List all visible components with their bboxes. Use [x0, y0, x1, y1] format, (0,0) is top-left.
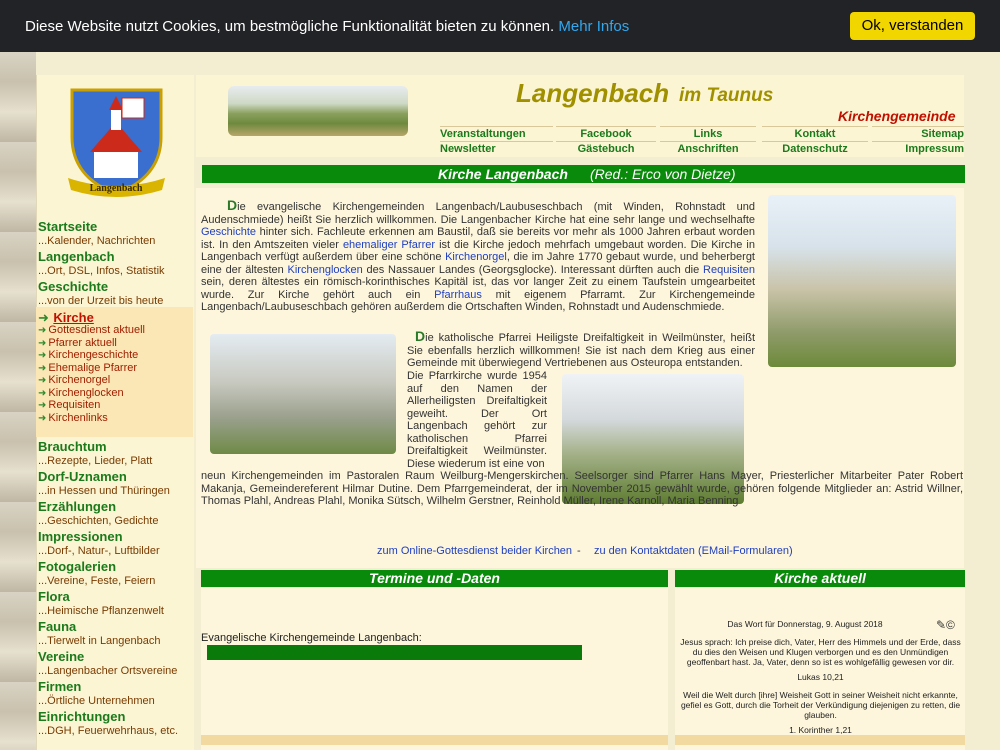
- arrow-right-icon: ➜: [38, 400, 47, 411]
- word-ref-1: Lukas 10,21: [797, 672, 844, 682]
- sidebar-heading: Erzählungen: [38, 499, 117, 514]
- intro-paragraph: [201, 199, 755, 314]
- sidebar-subitem[interactable]: [38, 349, 138, 362]
- link-online-gottesdienst[interactable]: zum Online-Gottesdienst beider Kirchen: [377, 545, 573, 557]
- topnav-links[interactable]: Links: [660, 126, 756, 141]
- sidebar-heading: Einrichtungen: [38, 709, 126, 724]
- church-langenbach-image: [768, 195, 956, 367]
- sidebar-heading: Brauchtum: [38, 439, 107, 454]
- drop-cap: D: [415, 328, 426, 344]
- sidebar-item-brauchtum[interactable]: [38, 439, 193, 468]
- link-separator: -: [577, 545, 581, 557]
- termine-panel: [201, 588, 668, 750]
- sidebar-heading: Vereine: [38, 649, 85, 664]
- sidebar-subitem[interactable]: [38, 399, 100, 412]
- arrow-right-icon: ➜: [38, 363, 47, 374]
- word-text-1: Jesus sprach: Ich preise dich, Vater, Herr des Himmels und der Erde, dass du dies den Weisen und Klugen verborgen und es den Unmündigen geoffenbart hast. Ja, Vater, denn so ist es wohlgefällig gewesen vor dir.: [680, 637, 961, 667]
- link-kirchenorgel[interactable]: Kirchenorgel: [445, 251, 507, 263]
- sidebar-subtext: ...Dorf-, Natur-, Luftbilder: [38, 545, 160, 557]
- sidebar-subitem-label: Gottesdienst aktuell: [48, 324, 146, 336]
- sidebar-heading: Langenbach: [38, 249, 115, 264]
- sidebar-item-firmen[interactable]: [38, 679, 193, 708]
- sidebar-heading: Dorf-Uznamen: [38, 469, 127, 484]
- text: hinter sich. Fachleute erkennen am Baustil, daß sie bereits vor mehr als 1000 Jahren erbaut worden ist. In den Amtszeiten vieler: [201, 226, 755, 251]
- text: ie evangelische Kirchengemeinden Langenbach/Laubuseschbach (mit Winden, Rohnstadt und Audenschmiede) heißt Sie herzlich willkommen. Die Langenbacher Kirche hat eine sehr lange und wechselhafte: [201, 201, 755, 226]
- topnav-newsletter[interactable]: Newsletter: [440, 141, 553, 156]
- link-kirchenglocken[interactable]: Kirchenglocken: [287, 263, 363, 276]
- sidebar-subitem-label: Kirchengeschichte: [48, 349, 139, 361]
- cookie-banner: [0, 0, 1000, 52]
- sidebar-heading: Flora: [38, 589, 70, 604]
- link-geschichte[interactable]: Geschichte: [201, 226, 257, 238]
- termine-label: Evangelische Kirchengemeinde Langenbach:: [201, 632, 422, 644]
- text: mit eigenem Pfarramt. Zur Kirchengemeinde Langenbach/Laubuseschbach gehören außerdem die Ortschaften Winden, Rohnstadt und Audenschmiede.: [201, 288, 755, 313]
- arrow-right-icon: ➜: [38, 310, 49, 325]
- text: ie katholische Pfarrei Heiligste Dreifaltigkeit in Weilmünster, heißt Sie ebenfalls herzlich willkommen! Sie ist nach dem Krieg aus einer Gemeinde mit überwiegend Vertriebenen aus Osteuropa entstanden.: [407, 332, 755, 369]
- cookie-text: Diese Website nutzt Cookies, um bestmögliche Funktionalität bieten zu können.: [25, 18, 555, 35]
- village-panorama-image: [228, 86, 408, 136]
- topnav-gaestebuch[interactable]: Gästebuch: [556, 141, 656, 156]
- sidebar-subitem-label: Kirchenglocken: [48, 387, 124, 399]
- sidebar-subtext: ...Ort, DSL, Infos, Statistik: [38, 265, 165, 277]
- link-ehemalige-pfarrer[interactable]: ehemaliger Pfarrer: [342, 238, 436, 251]
- word-text-2: Weil die Welt durch [ihre] Weisheit Gott in seiner Weisheit nicht erkannte, gefiel es Gott, durch die Torheit der Verkündigung diejenigen zu retten, die glauben.: [680, 690, 961, 720]
- sidebar-subtext: ...Langenbacher Ortsvereine: [38, 665, 178, 677]
- sidebar-subitem[interactable]: [38, 374, 110, 387]
- sidebar-subitem[interactable]: [38, 324, 145, 337]
- sidebar-subitem-label: Ehemalige Pfarrer: [48, 362, 138, 374]
- catholic-paragraph-mid: [407, 370, 547, 470]
- sidebar-subtext: ...Tierwelt in Langenbach: [38, 635, 161, 647]
- sidebar-heading: Firmen: [38, 679, 82, 694]
- termine-panel-header: Termine und -Daten: [201, 570, 668, 587]
- text: des Nassauer Landes (Georgsglocke). Interessant dürften auch die: [362, 263, 704, 276]
- sidebar-item-einrichtungen[interactable]: [38, 709, 193, 738]
- panel-footer-bar: [675, 735, 965, 745]
- arrow-right-icon: ➜: [38, 350, 47, 361]
- topnav-veranstaltungen[interactable]: Veranstaltungen: [440, 126, 553, 141]
- cookie-more-link[interactable]: Mehr Infos: [558, 18, 630, 35]
- word-ref-2: 1. Korinther 1,21: [789, 725, 852, 735]
- sidebar-subtext: ...Geschichten, Gedichte: [38, 515, 159, 527]
- sidebar-item-impressionen[interactable]: [38, 529, 193, 558]
- topnav-facebook[interactable]: Facebook: [556, 126, 656, 141]
- sidebar-heading: Startseite: [38, 219, 98, 234]
- arrow-right-icon: ➜: [38, 375, 47, 386]
- arrow-right-icon: ➜: [38, 388, 47, 399]
- text: , die im Jahre 1770 gebaut wurde, und beherbergt eine der ältesten: [201, 251, 755, 276]
- topnav-datenschutz[interactable]: Datenschutz: [762, 141, 868, 156]
- sidebar-item-erzaehlungen[interactable]: [38, 499, 193, 528]
- sidebar-subtext: ...DGH, Feuerwehrhaus, etc.: [38, 725, 178, 737]
- panel-footer-bar: [201, 735, 668, 745]
- sidebar-item-langenbach[interactable]: [38, 249, 193, 278]
- text: neun Kirchengemeinden im Pastoralen Raum Weilburg-Mengerskirchen. Seelsorger sind Pfarrer Hans Mayer, Priesterlicher Mitarbeiter Pater Robert Makanja, Gemeindereferent Hilmar Dutine. Dem Pfarrgemeinderat, der im November 2015 gewählt wurde, gehören folgende Mitglieder an: Astrid Willner, Thomas Plahl, Andreas Plahl, Monika Sütsch, Wilhelm Gerstner, Reinhold Müller, Irene Karnoll, Maria Benning: [201, 470, 963, 507]
- section-banner: [202, 165, 965, 183]
- sidebar-item-startseite[interactable]: [38, 219, 193, 248]
- coat-of-arms-logo[interactable]: [60, 82, 173, 200]
- sidebar-subtext: ...Heimische Pflanzenwelt: [38, 605, 164, 617]
- sidebar-subtext: ...Örtliche Unternehmen: [38, 695, 155, 707]
- sidebar-heading-active: Kirche: [53, 310, 94, 325]
- sidebar-subtext: ...Rezepte, Lieder, Platt: [38, 455, 153, 467]
- sidebar-item-fauna[interactable]: [38, 619, 193, 648]
- termine-embed-bar: [207, 645, 582, 660]
- text: ist die Kirche jedoch mehrfach umgebaut worden. Die Kirche in Langenbach verfügt außerdem über eine schöne: [201, 238, 755, 263]
- banner-title: Kirche Langenbach: [438, 166, 568, 182]
- herrnhut-logo-icon[interactable]: ✎©: [936, 618, 955, 632]
- sidebar-item-dorf-uznamen[interactable]: [38, 469, 193, 498]
- sidebar-subtext: ...von der Urzeit bis heute: [38, 295, 164, 307]
- site-title: Langenbach: [516, 78, 670, 108]
- catholic-paragraph-bottom: [201, 470, 963, 532]
- catholic-church-image: [210, 334, 396, 454]
- arrow-right-icon: ➜: [38, 413, 47, 424]
- sidebar-subtext: ...Kalender, Nachrichten: [38, 235, 156, 247]
- sidebar-heading: Fotogalerien: [38, 559, 117, 574]
- cookie-message: [25, 18, 629, 35]
- sidebar-heading: Fauna: [38, 619, 77, 634]
- sidebar-subitem-label: Kirchenorgel: [48, 374, 111, 386]
- topnav-sitemap[interactable]: Sitemap: [872, 126, 964, 141]
- text: sein, deren ältestes ein römisch-korinthisches Kapitäl ist, das vor langer Zeit zu einem Taufstein umgearbeitet wurde. Zur Kirche gehört auch ein: [201, 276, 755, 301]
- word-title: Das Wort für Donnerstag, 9. August 2018: [727, 619, 883, 629]
- sidebar-subitem[interactable]: [38, 412, 108, 425]
- logo-banner-text: Langenbach: [89, 183, 143, 194]
- sidebar-subitem-label: Requisiten: [48, 399, 101, 411]
- text: Die Pfarrkirche wurde 1954 auf den Namen der Allerheiligsten Dreifaltigkeit geweiht. Der Ort Langenbach gehört zur katholischen Pfarrei Dreifaltigkeit Weilmünster. Diese wiederum ist eine von: [407, 370, 547, 470]
- topnav-kontakt[interactable]: Kontakt: [762, 126, 868, 141]
- sidebar-item-flora[interactable]: [38, 589, 193, 618]
- kirche-aktuell-panel-header: Kirche aktuell: [675, 570, 965, 587]
- sidebar-subitem-label: Pfarrer aktuell: [48, 337, 117, 349]
- sidebar-item-geschichte[interactable]: [38, 279, 193, 308]
- sidebar-subtext: ...Vereine, Feste, Feiern: [38, 575, 156, 587]
- sidebar-subtext: ...in Hessen und Thüringen: [38, 485, 170, 497]
- link-requisiten[interactable]: Requisiten: [703, 263, 756, 276]
- arrow-right-icon: ➜: [38, 338, 47, 349]
- topnav-impressum[interactable]: Impressum: [872, 141, 964, 156]
- link-kontaktdaten[interactable]: zu den Kontaktdaten (EMail-Formularen): [594, 545, 793, 557]
- cookie-accept-button[interactable]: Ok, verstanden: [850, 12, 975, 40]
- sidebar-heading: Geschichte: [38, 279, 109, 294]
- topnav-anschriften[interactable]: Anschriften: [660, 141, 756, 156]
- catholic-paragraph-top: [407, 330, 755, 370]
- sidebar-heading: Impressionen: [38, 529, 123, 544]
- site-subtitle: Kirchengemeinde: [838, 108, 956, 124]
- banner-editor: (Red.: Erco von Dietze): [590, 166, 736, 182]
- drop-cap: D: [227, 197, 238, 213]
- sidebar-subitem-label: Kirchenlinks: [48, 412, 108, 424]
- link-pfarrhaus[interactable]: Pfarrhaus: [434, 288, 482, 301]
- decorative-strip: [0, 52, 36, 750]
- sidebar-item-fotogalerien[interactable]: [38, 559, 193, 588]
- site-title-suffix: im Taunus: [679, 85, 774, 106]
- arrow-right-icon: ➜: [38, 325, 47, 336]
- sidebar-item-vereine[interactable]: [38, 649, 193, 678]
